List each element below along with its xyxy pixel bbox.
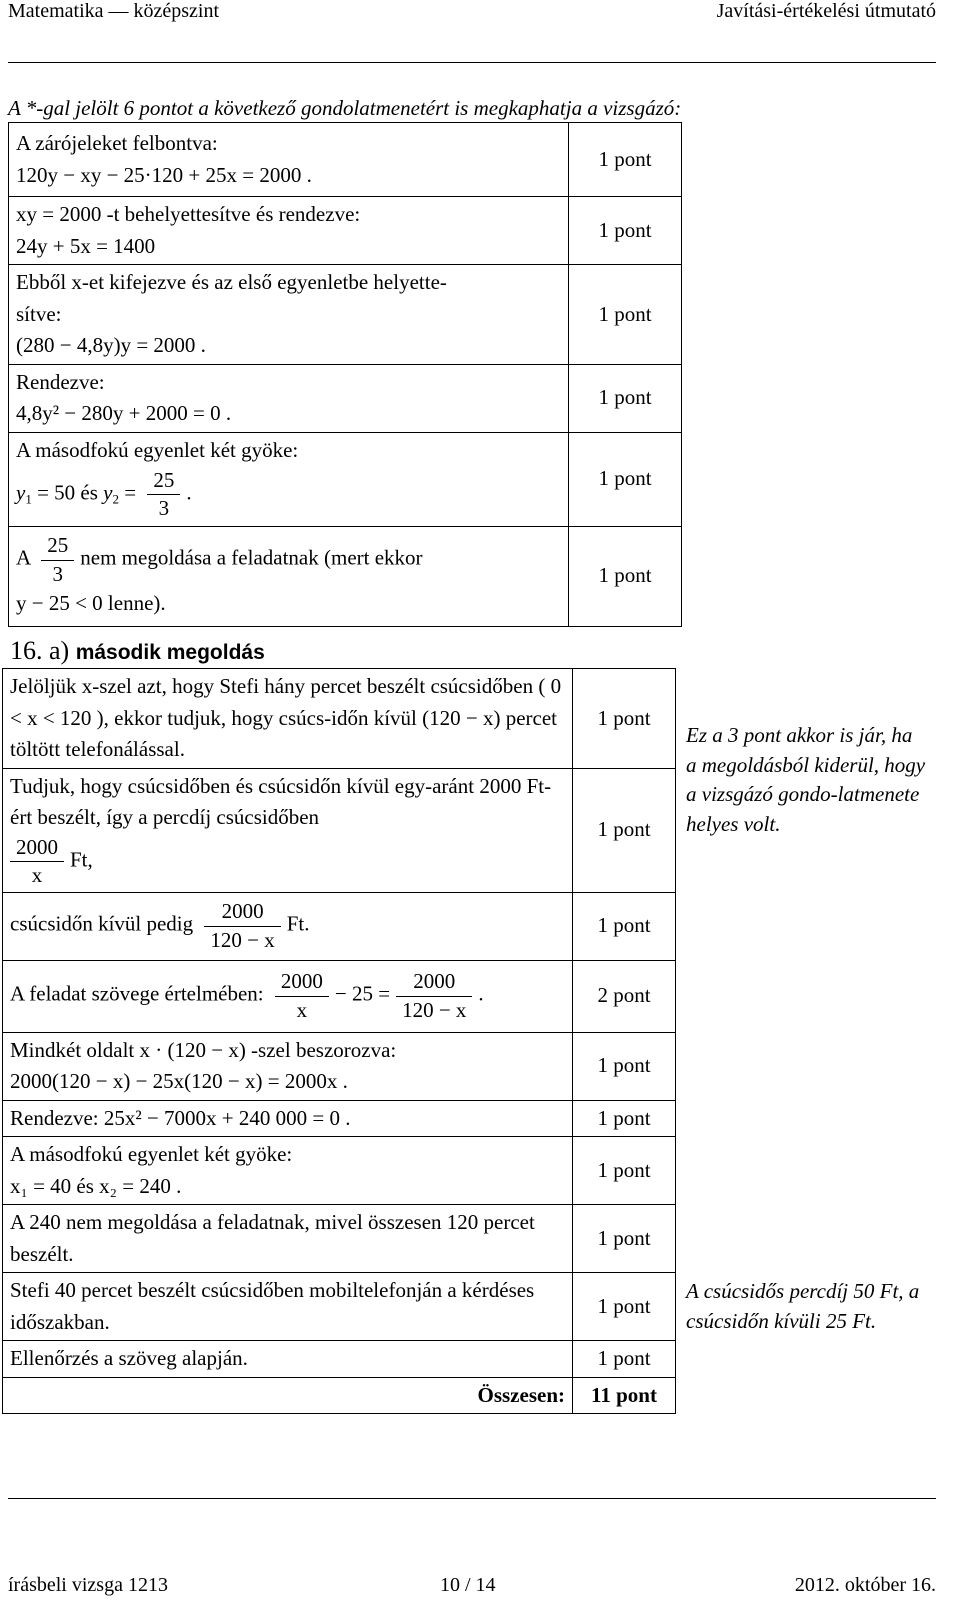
footer-center: 10 / 14 [440, 1574, 496, 1596]
fraction: $\frac{25}{3}$ [41, 532, 74, 588]
table-row [9, 197, 682, 265]
row-points: 1 pont [573, 1137, 676, 1205]
table-row [3, 1100, 935, 1137]
row-text: A feladat szövege értelmében: [10, 981, 264, 1006]
page-header [0, 0, 940, 24]
row-text: nem megoldása a feladatnak (mert ekkor [80, 546, 423, 571]
footer-rule [8, 1498, 936, 1499]
total-row [3, 1377, 935, 1414]
intro-text: A *-gal jelölt 6 pontot a következő gondolatmenetért is megkaphatja a vizsgázó: [8, 96, 682, 120]
table-row [9, 123, 682, 197]
unit: Ft. [286, 911, 310, 936]
row-text: Stefi 40 percet beszélt csúcsidőben mobiltelefonján a kérdéses időszakban. [3, 1273, 573, 1341]
table-row [3, 1205, 935, 1273]
row-points: 1 pont [569, 432, 682, 526]
total-points: 11 pont [573, 1377, 676, 1414]
row-points: 1 pont [569, 123, 682, 197]
row-text: A másodfokú egyenlet két gyöke: [10, 1142, 293, 1166]
row-text-cont: sítve: [16, 301, 62, 326]
row-text: Rendezve: 25x² − 7000x + 240 000 = 0 . [3, 1100, 573, 1137]
table-row: A $\frac{25}{3}$ nem megoldása a feladatnak (mert ekkor y − 25 < 0 lenne). 1 pont [9, 526, 682, 626]
row-text: xy = 2000 -t behelyettesítve és rendezve: [16, 202, 361, 226]
row-points: 1 pont [573, 1205, 676, 1273]
row-points: 1 pont [569, 265, 682, 365]
table-row [3, 892, 935, 960]
table-row: A feladat szövege értelmében: $\frac{2000}{x}$ − 25 = $\frac{2000}{120 - x}$ . 2 pont [3, 960, 935, 1032]
row-text: Tudjuk, hogy csúcsidőben és csúcsidőn kívül egy-aránt 2000 Ft-ért beszélt, így a percdíj csúcsidőben [10, 773, 552, 830]
header-right: Javítási-értékelési útmutató [716, 0, 936, 22]
row-points: 1 pont [573, 768, 676, 892]
row-points: 1 pont [573, 1032, 676, 1100]
row-text: A 240 nem megoldása a feladatnak, mivel összesen 120 percet beszélt. [3, 1205, 573, 1273]
row-text: Rendezve: [16, 369, 105, 394]
row-points: 1 pont [569, 197, 682, 265]
row-points: 1 pont [573, 1341, 676, 1378]
row-points: 1 pont [573, 1273, 676, 1341]
row-points: 1 pont [573, 669, 676, 769]
row-points: 1 pont [573, 1100, 676, 1137]
table-row [3, 1032, 935, 1100]
fraction: $\frac{2000}{120 - x}$ [204, 898, 280, 954]
row-text: A másodfokú egyenlet két gyöke: [16, 438, 299, 463]
row-formula: 4,8y² − 280y + 2000 = 0 . [16, 401, 232, 425]
fraction: $\frac{2000}{x}$ [10, 834, 64, 890]
fraction: $\frac{2000}{x}$ [275, 968, 329, 1024]
row-text: Ellenőrzés a szöveg alapján. [3, 1341, 573, 1378]
footer-right: 2012. október 16. [794, 1574, 936, 1596]
row-formula: (280 − 4,8y)y = 2000 . [16, 333, 206, 357]
alt-solution-table [8, 122, 682, 627]
table-row [3, 1273, 935, 1341]
note-2: A csúcsidős percdíj 50 Ft, a csúcsidőn kívüli 25 Ft. [686, 1279, 920, 1333]
row-text: A zárójeleket felbontva: [16, 131, 218, 155]
table-row [9, 364, 682, 432]
table-row [3, 1341, 935, 1378]
row-formula: 24y + 5x = 1400 [16, 233, 156, 258]
row-points: 1 pont [569, 364, 682, 432]
row-formula: 2000(120 − x) − 25x(120 − x) = 2000x . [10, 1069, 348, 1093]
note-1: Ez a 3 pont akkor is jár, ha a megoldásból kiderül, hogy a vizsgázó gondo-latmenete helyes volt. [686, 723, 926, 836]
table-row [9, 432, 682, 526]
row-text: Jelöljük x-szel azt, hogy Stefi hány percet beszélt csúcsidőben ( 0 < x < 120 ), ekkor tudjuk, hogy csúcs-időn kívül (120 − x) percet töltött telefonálással. [3, 669, 573, 769]
header-rule [8, 62, 936, 63]
total-label: Összesen: [3, 1377, 573, 1414]
row-text: Mindkét oldalt x · (120 − x) -szel beszorozva: [10, 1037, 397, 1062]
row-points: 2 pont [573, 960, 676, 1032]
header-left: Matematika — középszint [8, 0, 220, 22]
footer-left: írásbeli vizsga 1213 [8, 1574, 168, 1596]
row-text: Ebből x-et kifejezve és az első egyenletbe helyette- [16, 270, 447, 294]
row-formula: x₁ = 40 és x₂ = 240 . [10, 1173, 182, 1198]
row-text: csúcsidőn kívül pedig [10, 911, 194, 936]
fraction: $\frac{25}{3}$ [147, 467, 180, 523]
row-formula: 120y − xy − 25·120 + 25x = 2000 . [16, 162, 312, 187]
row-formula: y − 25 < 0 lenne). [16, 591, 166, 616]
table-row [3, 1137, 935, 1205]
table-row [9, 265, 682, 365]
row-points: 1 pont [573, 892, 676, 960]
table-row [3, 669, 935, 769]
fraction: $\frac{2000}{120 - x}$ [396, 968, 472, 1024]
unit: Ft, [70, 847, 93, 872]
solution-table [2, 668, 934, 1414]
row-formula: $y_1 = 50$ és $y_2$ = $\frac{25}{3}$ . [16, 467, 561, 523]
row-points: 1 pont [569, 526, 682, 626]
section-title: 16. a) második megoldás [10, 636, 265, 665]
